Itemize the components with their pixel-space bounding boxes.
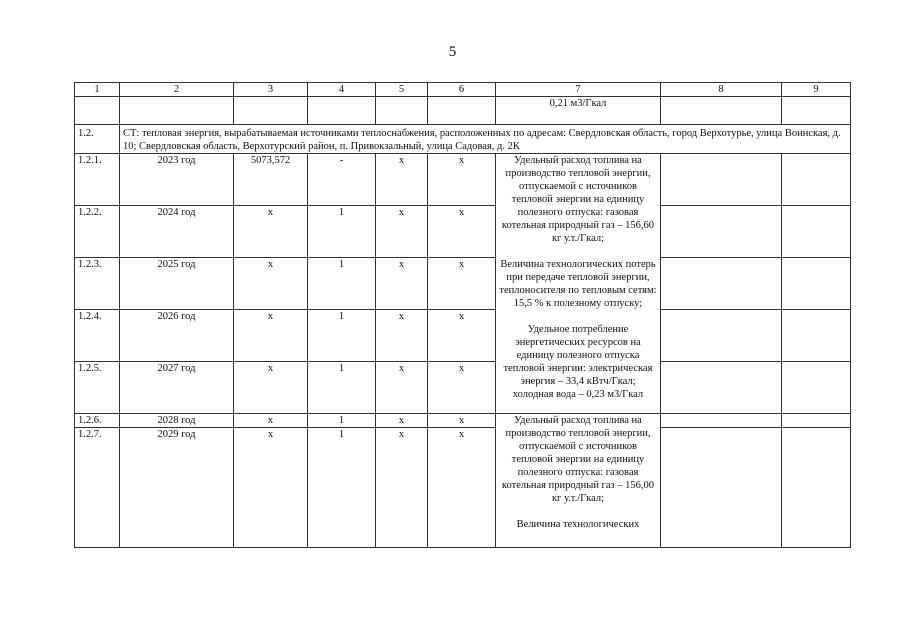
row-value-4: 1 xyxy=(308,258,376,310)
indicators-text-b xyxy=(496,414,661,548)
row-number: 1.2.3. xyxy=(75,258,120,310)
row-value-3: x xyxy=(234,428,308,548)
table-row xyxy=(75,428,851,548)
indicator-losses: Величина технологических xyxy=(516,519,640,530)
row-value-4: 1 xyxy=(308,362,376,414)
header-row xyxy=(75,83,851,97)
row-value-6: x xyxy=(428,154,496,206)
row-number: 1.2.2. xyxy=(75,206,120,258)
table-row xyxy=(75,206,851,258)
header-cell: 2 xyxy=(120,83,234,97)
header-cell: 1 xyxy=(75,83,120,97)
indicator-consumption: Удельное потребление энергетических ресурсов на единицу полезного отпуска тепловой энергии: электрическая энергия – 33,4 кВтч/Гкал; холодная вода – 0,23 м3/Гкал xyxy=(503,324,653,400)
header-cell: 7 xyxy=(496,83,661,97)
table-row xyxy=(75,414,851,428)
row-number: 1.2.4. xyxy=(75,310,120,362)
section-title: СТ: тепловая энергия, вырабатываемая источниками теплоснабжения, расположенных по адресам: Свердловская область, город Верхотурье, улица Воинская, д. 10; Свердловская область, Верхотурский район, п. Привокзальный, улица Садовая, д. 2К xyxy=(120,125,851,154)
indicator-fuel: Удельный расход топлива на производство тепловой энергии, отпускаемой с источников тепловой энергии на единицу полезного отпуска: газовая котельная природный газ – 156,60 кг у.т./Гкал; xyxy=(501,155,655,244)
row-value-6: x xyxy=(428,362,496,414)
row-value-5: x xyxy=(376,414,428,428)
row-year: 2025 год xyxy=(120,258,234,310)
row-year: 2026 год xyxy=(120,310,234,362)
page-number: 5 xyxy=(448,44,457,60)
row-number: 1.2.1. xyxy=(75,154,120,206)
row-value-3: 5073,572 xyxy=(234,154,308,206)
table-row xyxy=(75,154,851,206)
continuation-row xyxy=(75,97,851,125)
row-year: 2029 год xyxy=(120,428,234,548)
header-cell: 9 xyxy=(782,83,851,97)
row-value-5: x xyxy=(376,310,428,362)
row-value-4: 1 xyxy=(308,414,376,428)
tariff-table xyxy=(74,82,851,548)
row-value-6: x xyxy=(428,428,496,548)
row-number: 1.2.6. xyxy=(75,414,120,428)
row-value-6: x xyxy=(428,258,496,310)
row-value-3: x xyxy=(234,206,308,258)
row-year: 2027 год xyxy=(120,362,234,414)
section-number: 1.2. xyxy=(75,125,120,154)
row-year: 2023 год xyxy=(120,154,234,206)
table-row xyxy=(75,362,851,414)
row-value-5: x xyxy=(376,154,428,206)
row-value-4: - xyxy=(308,154,376,206)
row-value-6: x xyxy=(428,206,496,258)
row-year: 2028 год xyxy=(120,414,234,428)
row-value-5: x xyxy=(376,206,428,258)
header-cell: 8 xyxy=(661,83,782,97)
header-cell: 4 xyxy=(308,83,376,97)
table-row xyxy=(75,258,851,310)
row-number: 1.2.7. xyxy=(75,428,120,548)
row-value-3: x xyxy=(234,258,308,310)
row-value-6: x xyxy=(428,414,496,428)
indicator-losses: Величина технологических потерь при передаче тепловой энергии, теплоносителя по тепловым сетям: 15,5 % к полезному отпуску; xyxy=(499,259,657,309)
row-value-3: x xyxy=(234,414,308,428)
row-value-3: x xyxy=(234,362,308,414)
row-value-5: x xyxy=(376,428,428,548)
row-value-4: 1 xyxy=(308,206,376,258)
row-value-4: 1 xyxy=(308,310,376,362)
row-value-3: x xyxy=(234,310,308,362)
table-row xyxy=(75,310,851,362)
section-row xyxy=(75,125,851,154)
indicators-text-a xyxy=(496,154,661,414)
header-cell: 5 xyxy=(376,83,428,97)
continuation-text: 0,21 м3/Гкал xyxy=(496,97,661,125)
indicator-fuel: Удельный расход топлива на производство тепловой энергии, отпускаемой с источников тепловой энергии на единицу полезного отпуска: газовая котельная природный газ – 156,00 кг у.т./Гкал; xyxy=(501,415,655,504)
row-value-5: x xyxy=(376,362,428,414)
row-number: 1.2.5. xyxy=(75,362,120,414)
header-cell: 3 xyxy=(234,83,308,97)
row-year: 2024 год xyxy=(120,206,234,258)
row-value-6: x xyxy=(428,310,496,362)
row-value-5: x xyxy=(376,258,428,310)
header-cell: 6 xyxy=(428,83,496,97)
row-value-4: 1 xyxy=(308,428,376,548)
